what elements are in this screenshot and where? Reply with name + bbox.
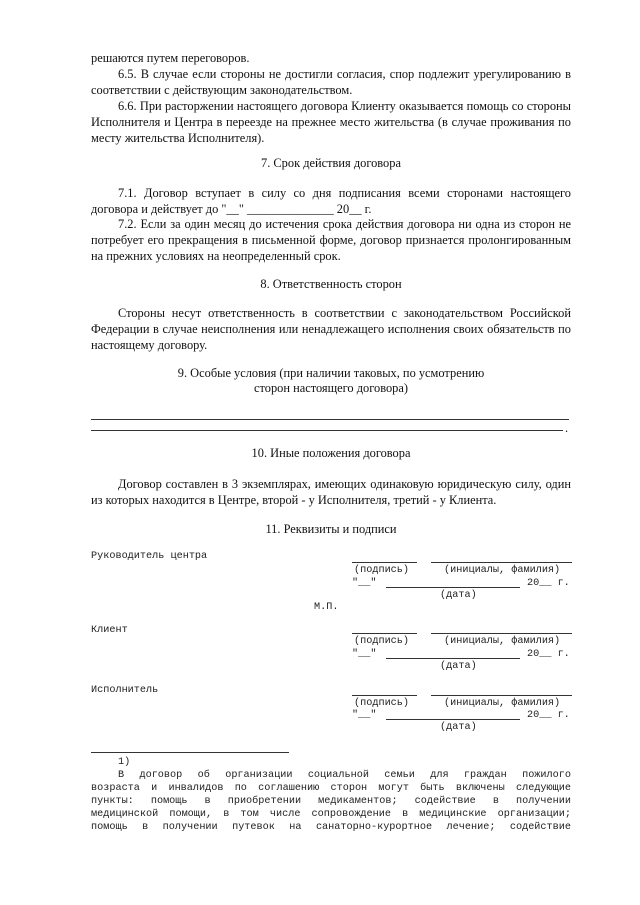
section-10-title: 10. Иные положения договора (251, 446, 411, 460)
footnote-line-3: пункты: помощь в приобретении медикаментов; содействие в получении (91, 796, 571, 807)
clause-7-2: 7.2. Если за один месяц до истечения срока действия договора ни одна из сторон не потребует его прекращения в письменной форме, договор признается пролонгированным на прежних условиях на неопределенный срок. (91, 217, 571, 263)
footnote-line-5: помощь в получении путевок на санаторно-курортное лечение; содействие (91, 822, 571, 833)
footnote-line-4: медицинской помощи, в том числе сопровождение в медицинские организации; (91, 809, 571, 820)
name-caption: (инициалы, фамилия) (444, 636, 561, 647)
date-line (386, 719, 520, 720)
signature-label: Руководитель центра (91, 551, 208, 562)
section-9-title-line2: сторон настоящего договора) (254, 381, 408, 395)
clause-6-5: 6.5. В случае если стороны не достигли согласия, спор подлежит урегулированию в соответствии с действующим законодательством. (91, 67, 571, 97)
date-caption: (дата) (440, 722, 477, 733)
special-conditions-line-1 (91, 419, 569, 420)
section-11-title: 11. Реквизиты и подписи (265, 522, 397, 536)
clause-6-6: 6.6. При расторжении настоящего договора Клиенту оказывается помощь со стороны Исполнителя и Центра в переезде на прежнее место жительства (в случае проживания по месту жительства Исполнителя). (91, 99, 571, 145)
date-year: 20__ г. (527, 578, 570, 589)
date-day: "__" (352, 649, 377, 660)
footnote-marker: 1) (118, 757, 131, 768)
date-year: 20__ г. (527, 710, 570, 721)
name-caption: (инициалы, фамилия) (444, 698, 561, 709)
signature-caption: (подпись) (354, 636, 410, 647)
name-line (431, 562, 572, 563)
signature-line (352, 562, 417, 563)
special-conditions-line-2 (91, 430, 563, 431)
name-line (431, 633, 572, 634)
signature-label: Исполнитель (91, 685, 159, 696)
signature-caption: (подпись) (354, 565, 410, 576)
signature-label: Клиент (91, 625, 128, 636)
date-line (386, 658, 520, 659)
date-day: "__" (352, 578, 377, 589)
section-9-title-line1: 9. Особые условия (при наличии таковых, по усмотрению (177, 366, 485, 380)
date-caption: (дата) (440, 590, 477, 601)
footnote-separator (91, 752, 289, 753)
special-conditions-end-mark: . (565, 421, 569, 435)
name-line (431, 695, 572, 696)
section-8-text: Стороны несут ответственность в соответствии с законодательством Российской Федерации в случае неисполнения или ненадлежащего исполнения своих обязательств по настоящему договору. (91, 306, 571, 352)
clause-7-1-line1: 7.1. Договор вступает в силу со дня подписания всеми сторонами настоящего (118, 186, 571, 200)
footnote-line-1: В договор об организации социальной семьи для граждан пожилого (118, 770, 571, 781)
signature-line (352, 633, 417, 634)
clause-7-1-line2: договора и действует до "__" ______________ 20__ г. (91, 202, 372, 216)
section-7-title: 7. Срок действия договора (261, 156, 401, 170)
date-day: "__" (352, 710, 377, 721)
continuation-line: решаются путем переговоров. (91, 51, 250, 65)
date-caption: (дата) (440, 661, 477, 672)
name-caption: (инициалы, фамилия) (444, 565, 561, 576)
date-line (386, 587, 520, 588)
signature-line (352, 695, 417, 696)
signature-caption: (подпись) (354, 698, 410, 709)
section-8-title: 8. Ответственность сторон (260, 277, 402, 291)
date-year: 20__ г. (527, 649, 570, 660)
section-10-text: Договор составлен в 3 экземплярах, имеющих одинаковую юридическую силу, один из которых находится в Центре, второй - у Исполнителя, третий - у Клиента. (91, 477, 571, 507)
stamp-place: М.П. (314, 602, 339, 613)
footnote-line-2: возраста и инвалидов по соглашению сторон могут быть включены следующие (91, 783, 571, 794)
